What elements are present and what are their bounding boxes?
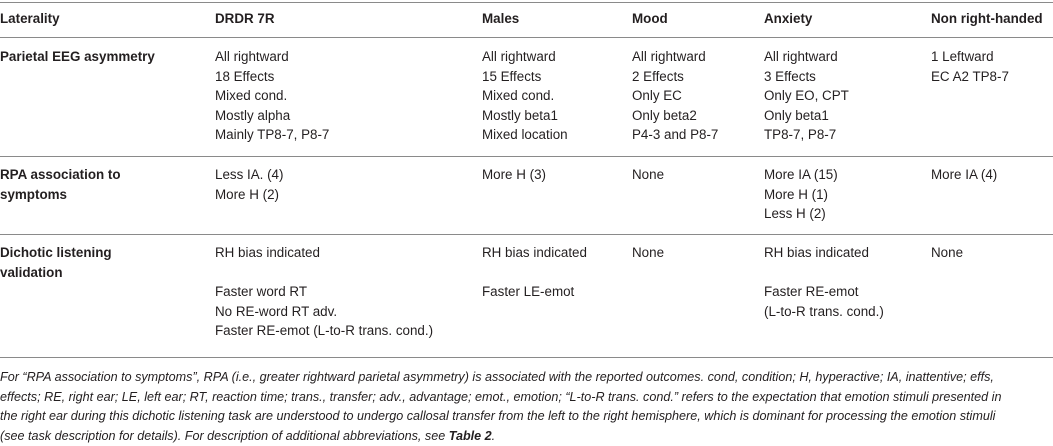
row-label-line: RPA association to [0, 167, 121, 182]
cell-line: None [931, 245, 964, 260]
cell-line: Only EO, CPT [764, 88, 849, 103]
header-anxiety: Anxiety [764, 11, 813, 26]
cell-line: All rightward [482, 49, 556, 64]
row-divider [0, 234, 1053, 235]
cell-line: All rightward [632, 49, 706, 64]
table-top-rule [0, 2, 1053, 3]
row-label-line: validation [0, 264, 63, 280]
cell-males-dichotic [482, 243, 587, 302]
cell-line: Mainly TP8-7, P8-7 [215, 127, 330, 142]
cell-line: No RE-word RT adv. [215, 303, 338, 319]
cell-line: Only EC [632, 88, 682, 103]
cell-line: 18 Effects [215, 68, 275, 84]
cell-line: EC A2 TP8-7 [931, 68, 1009, 84]
cell-line: Mostly beta1 [482, 107, 558, 123]
cell-line: Faster RE-emot (L-to-R trans. cond.) [215, 323, 434, 338]
cell-nonright-rpa [931, 165, 997, 185]
footnote-line: the right ear during this dichotic listening task are understood to undergo callosal transfer from the left to the right hemisphere, which is dominant for processing the emotion stimuli [0, 409, 996, 424]
cell-line: More H (3) [482, 167, 546, 182]
cell-line: RH bias indicated [764, 245, 869, 260]
header-non-right-handed: Non right-handed [931, 11, 1043, 26]
cell-anxiety-dichotic [764, 243, 884, 321]
row-label-line: Dichotic listening [0, 245, 112, 260]
footnote-text: (see task description for details). For description of additional abbreviations, see [0, 428, 449, 443]
header-mood: Mood [632, 11, 668, 26]
cell-line: Mixed cond. [215, 88, 288, 103]
cell-males-parietal [482, 47, 568, 145]
header-males: Males [482, 11, 520, 26]
cell-line: Faster LE-emot [482, 284, 575, 299]
cell-anxiety-parietal [764, 47, 849, 145]
table-bottom-rule [0, 357, 1053, 358]
cell-line: None [632, 167, 665, 182]
cell-line: All rightward [764, 49, 838, 64]
cell-line: Mostly alpha [215, 107, 291, 123]
cell-line: More H (1) [764, 186, 828, 202]
row-divider [0, 156, 1053, 157]
footnote-line: For “RPA association to symptoms”, RPA (i.e., greater rightward parietal asymmetry) is associated with the reported outcomes. cond, condition; H, hyperactive; IA, inattentive; effs, [0, 370, 994, 384]
cell-line: Mixed cond. [482, 88, 555, 103]
row-label-rpa-association [0, 165, 121, 204]
footnote-end: . [491, 428, 496, 443]
footnote-line: effects; RE, right ear; LE, left ear; RT, reaction time; trans., transfer; adv., advantage; emot., emotion; “L-to-R trans. cond.” refers to the expectation that emotion stimuli presented in [0, 389, 1002, 404]
row-label-dichotic-listening [0, 243, 112, 282]
cell-line: 2 Effects [632, 68, 684, 84]
cell-line: 3 Effects [764, 68, 816, 84]
cell-line: Less IA. (4) [215, 167, 284, 182]
cell-drdr7r-dichotic [215, 243, 433, 341]
cell-line: More IA (15) [764, 167, 838, 182]
row-label-line: Parietal EEG asymmetry [0, 49, 155, 64]
cell-line: (L-to-R trans. cond.) [764, 303, 884, 319]
cell-mood-dichotic [632, 243, 664, 263]
cell-line: None [632, 245, 665, 260]
cell-line [482, 263, 587, 283]
cell-mood-rpa [632, 165, 664, 185]
cell-line: Only beta1 [764, 107, 829, 123]
table-2-reference: Table 2 [448, 428, 492, 443]
cell-line: All rightward [215, 49, 289, 64]
footnote-line [0, 427, 1053, 446]
cell-line: More IA (4) [931, 167, 998, 182]
header-laterality: Laterality [0, 11, 60, 26]
cell-line: TP8-7, P8-7 [764, 127, 837, 142]
cell-mood-parietal [632, 47, 718, 145]
row-label-line: symptoms [0, 186, 67, 202]
row-label-parietal-eeg [0, 47, 155, 67]
header-bottom-rule [0, 37, 1053, 38]
cell-line: 15 Effects [482, 68, 542, 84]
table-footnote [0, 368, 1053, 446]
cell-anxiety-rpa [764, 165, 838, 224]
cell-line [215, 263, 433, 283]
cell-males-rpa [482, 165, 546, 185]
cell-line: Faster word RT [215, 284, 308, 299]
cell-nonright-dichotic [931, 243, 963, 263]
cell-line: P4-3 and P8-7 [632, 127, 719, 142]
cell-line: More H (2) [215, 186, 279, 202]
cell-line: RH bias indicated [482, 245, 587, 260]
cell-drdr7r-parietal [215, 47, 329, 145]
cell-line: 1 Leftward [931, 49, 994, 64]
cell-line: Only beta2 [632, 107, 697, 123]
cell-line: Faster RE-emot [764, 284, 859, 299]
cell-line [764, 263, 884, 283]
cell-line: RH bias indicated [215, 245, 320, 260]
header-drdr7r: DRDR 7R [215, 11, 275, 26]
cell-line: Mixed location [482, 127, 568, 142]
cell-drdr7r-rpa [215, 165, 283, 204]
cell-line: Less H (2) [764, 206, 826, 221]
cell-nonright-parietal [931, 47, 1009, 86]
